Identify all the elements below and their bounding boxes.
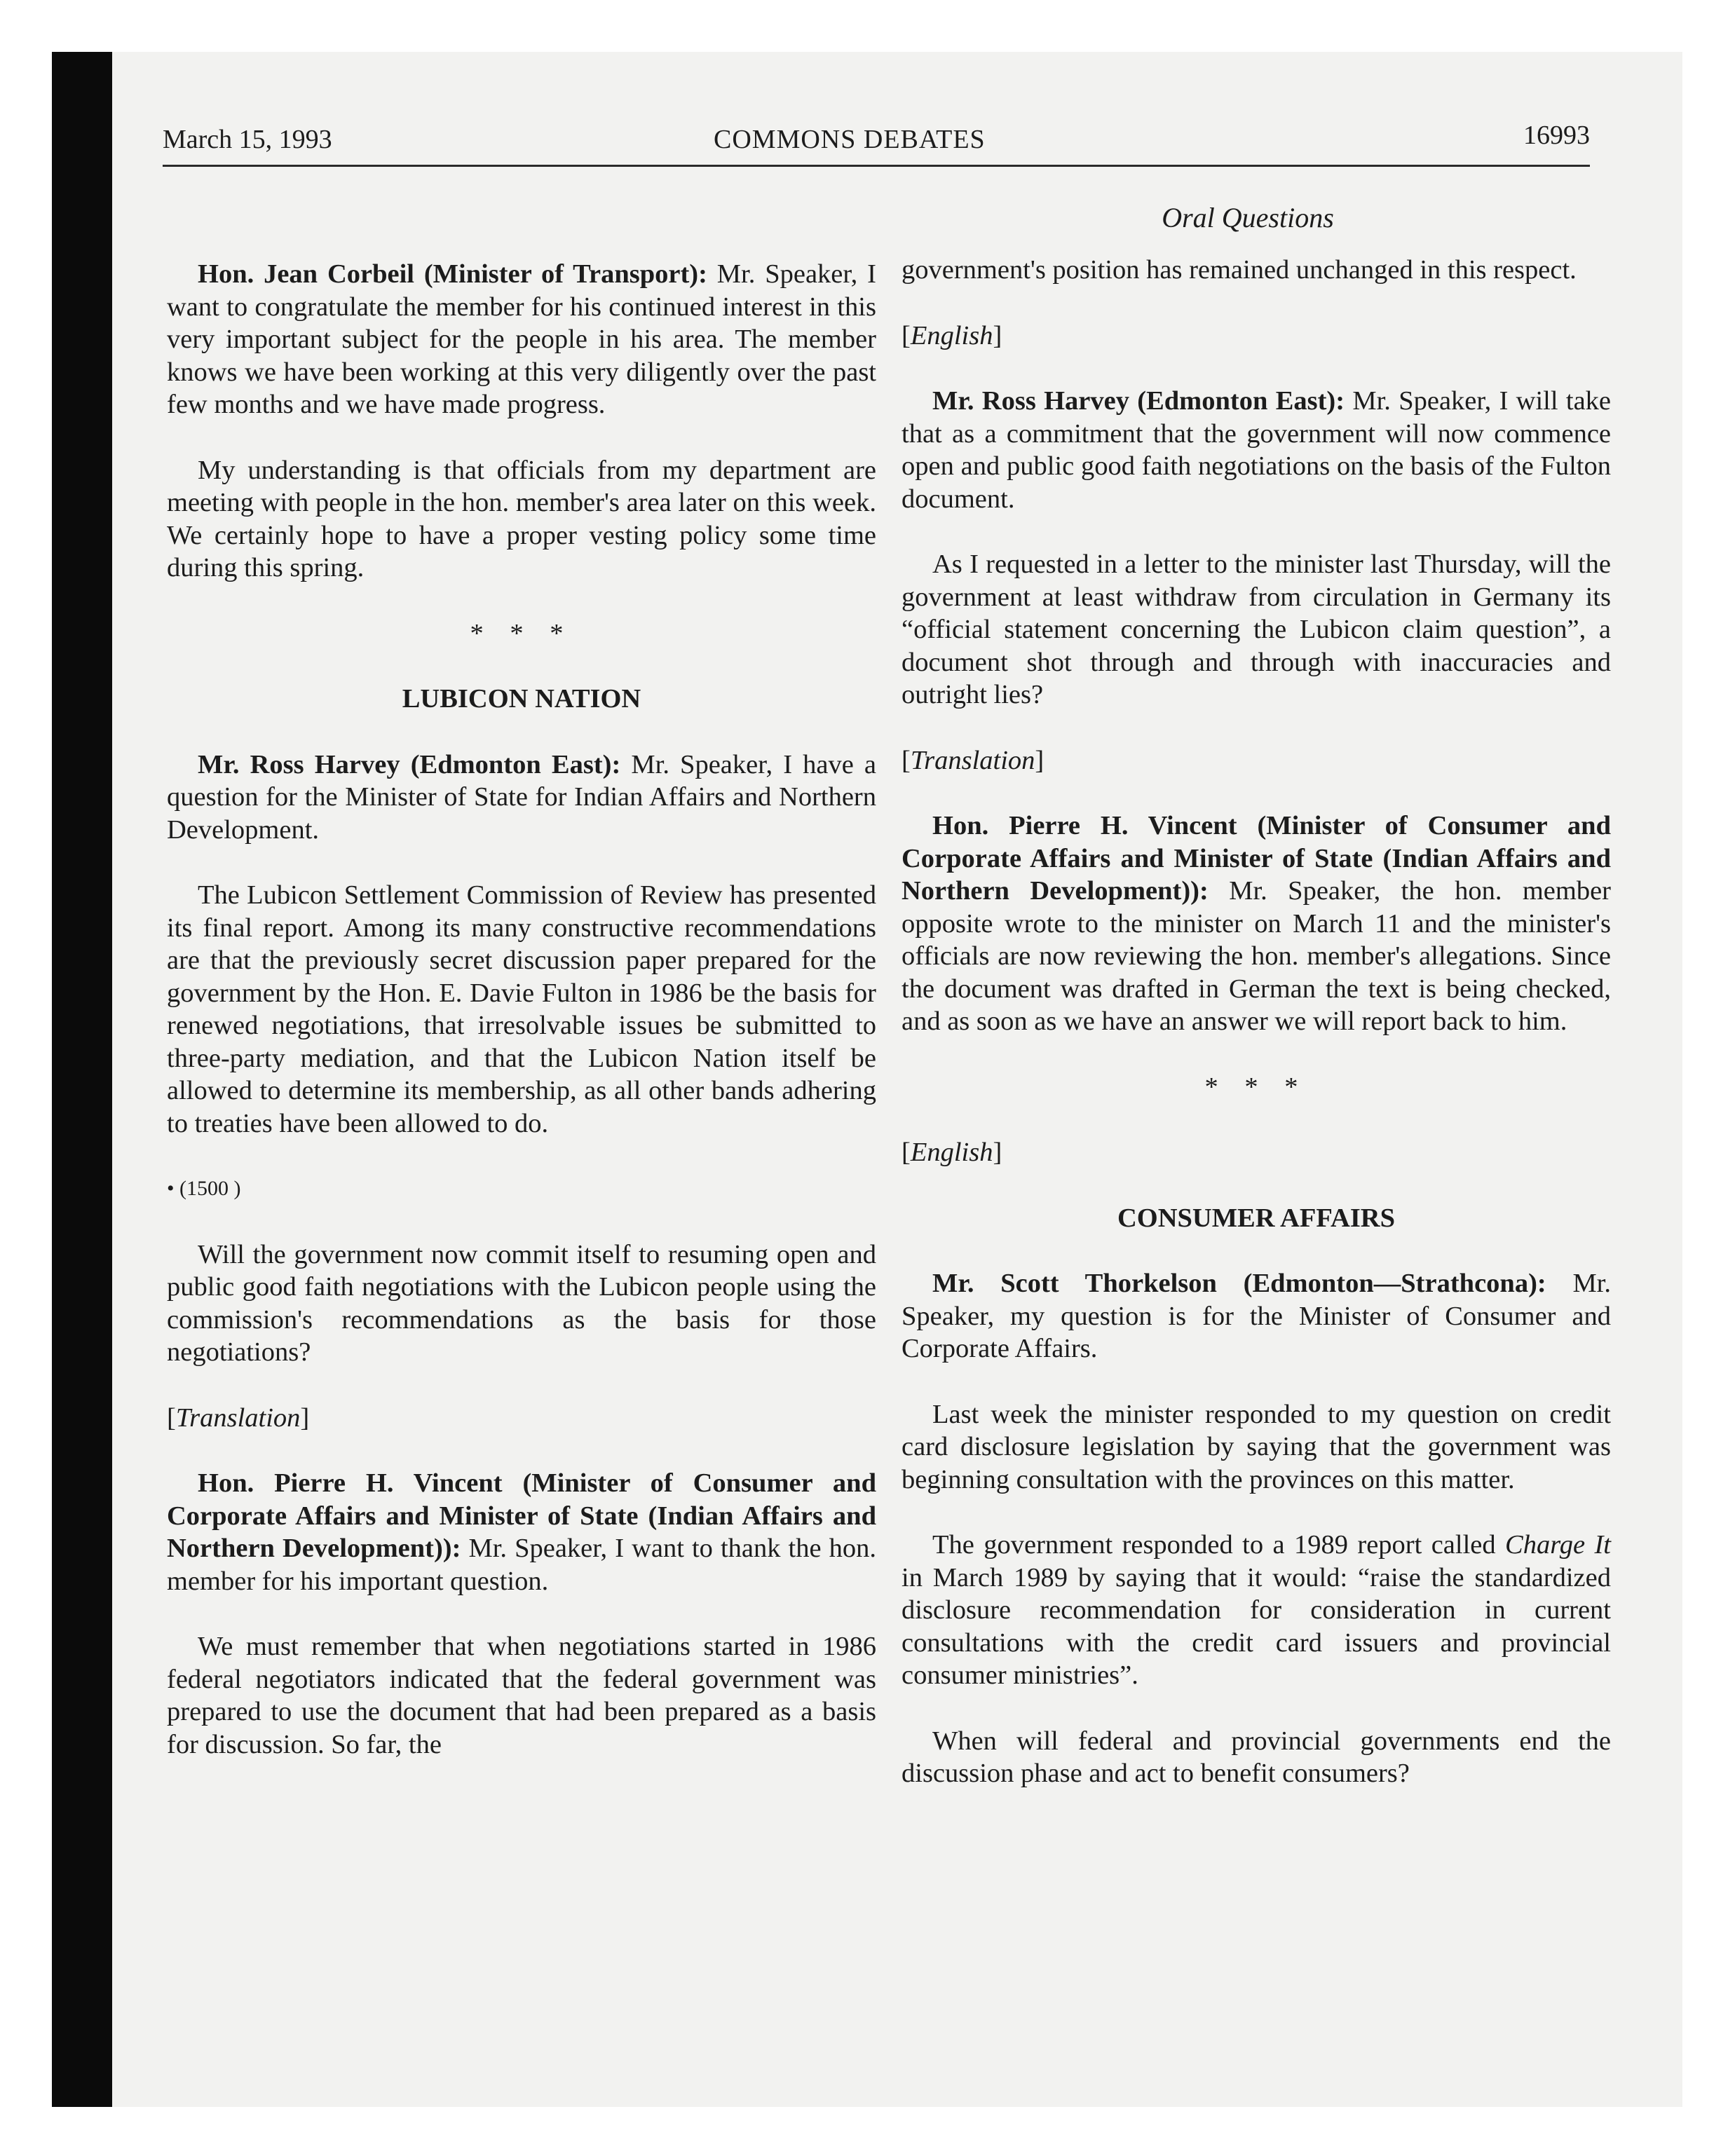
paragraph: As I requested in a letter to the minister last Thursday, will the government at least withdraw from circulation in Germany its “official statement concerning the Lubicon claim question”, a document shot through and through with inaccuracies and outright lies?	[901, 550, 1611, 709]
speaker-name: Mr. Ross Harvey (Edmonton East):	[198, 749, 621, 779]
speech-text: Mr. Speaker, I have a question for the Minister of State for Indian Affairs and Northern Development.	[167, 749, 876, 845]
language-tag-label: English	[910, 320, 993, 350]
language-tag: [English]	[901, 1138, 1002, 1167]
paragraph: The Lubicon Settlement Commission of Review has presented its final report. Among its many constructive recommendations are that the previously secret discussion paper prepared for the government by the Hon. E. Davie Fulton in 1986 be the basis for renewed negotiations, that irresolvable issues be submitted to three-party mediation, and that the Lubicon Nation itself be allowed to determine its membership, as all other bands adhering to treaties have been allowed to do.	[167, 880, 876, 1138]
speech-text: Mr. Speaker, I want to thank the hon. member for his important question.	[167, 1534, 876, 1596]
language-tag: [Translation]	[167, 1403, 310, 1433]
paragraph	[901, 1529, 1611, 1692]
column-heading: Oral Questions	[1162, 202, 1334, 233]
speaker-name: Mr. Ross Harvey (Edmonton East):	[932, 386, 1345, 416]
speaker-name: Mr. Scott Thorkelson (Edmonton—Strathcona):	[932, 1269, 1546, 1298]
language-tag-label: English	[910, 1138, 993, 1167]
paragraph: Will the government now commit itself to resuming open and public good faith negotiations with the Lubicon people using the commission's recommendations as the basis for those negotiations?	[167, 1239, 876, 1367]
paragraph: We must remember that when negotiations started in 1986 federal negotiators indicated that the federal government was prepared to use the document that had been prepared as a basis for discussion. So far, the	[167, 1632, 876, 1759]
section-separator: * * *	[1204, 1072, 1308, 1102]
header-page-number: 16993	[1523, 121, 1590, 150]
paragraph: Last week the minister responded to my question on credit card disclosure legislation by saying that the government was beginning consultation with the provinces on this matter.	[901, 1399, 1611, 1494]
paragraph	[167, 749, 876, 847]
section-title: CONSUMER AFFAIRS	[1117, 1203, 1396, 1233]
paragraph: When will federal and provincial governments end the discussion phase and act to benefit consumers?	[901, 1726, 1611, 1788]
language-tag-label: Translation	[175, 1403, 301, 1433]
speaker-name: Hon. Pierre H. Vincent (Minister of Consumer and Corporate Affairs and Minister of State (Indian Affairs and Northern Development)):	[167, 1468, 876, 1563]
speaker-name: Hon. Jean Corbeil (Minister of Transport):	[198, 259, 707, 289]
paragraph: My understanding is that officials from my department are meeting with people in the hon. member's area later on this week. We certainly hope to have a proper vesting policy some time during this spring.	[167, 455, 876, 582]
header-rule	[163, 165, 1590, 167]
language-tag: [Translation]	[901, 745, 1045, 775]
paragraph	[901, 1267, 1611, 1365]
header-date: March 15, 1993	[163, 125, 332, 154]
left-column	[167, 258, 876, 1794]
paragraph	[901, 385, 1611, 515]
speech-text: Mr. Speaker, I want to congratulate the member for his continued interest in this very important subject for the people in his area. The member knows we have been working at this very diligently over the past few months and we have made progress.	[167, 259, 876, 419]
speech-text: in March 1989 by saying that it would: “raise the standardized disclosure recommendation for consideration in current consultations with the credit card issuers and provincial consumer ministries”.	[901, 1562, 1611, 1690]
language-tag: [English]	[901, 320, 1002, 350]
scan-edge-shadow	[52, 52, 112, 2107]
section-title: LUBICON NATION	[402, 684, 641, 714]
right-column	[901, 254, 1611, 1823]
time-marker: • (1500 )	[167, 1177, 241, 1200]
speaker-name: Hon. Pierre H. Vincent (Minister of Consumer and Corporate Affairs and Minister of State (Indian Affairs and Northern Development)):	[901, 811, 1611, 906]
speech-text: The government responded to a 1989 report called	[932, 1530, 1506, 1560]
report-title: Charge It	[1505, 1530, 1612, 1560]
speech-text: Mr. Speaker, my question is for the Minister of Consumer and Corporate Affairs.	[901, 1269, 1611, 1363]
paragraph	[167, 1467, 876, 1597]
language-tag-label: Translation	[910, 745, 1035, 775]
paragraph	[167, 258, 876, 421]
paragraph: government's position has remained unchanged in this respect.	[901, 255, 1577, 285]
speech-text: Mr. Speaker, the hon. member opposite wrote to the minister on March 11 and the minister's officials are now reviewing the hon. member's allegations. Since the document was drafted in German the text is being checked, and as soon as we have an answer we will report back to him.	[901, 876, 1612, 1036]
header-title: COMMONS DEBATES	[714, 125, 986, 154]
speech-text: Mr. Speaker, I will take that as a commitment that the government will now commence open and public good faith negotiations on the basis of the Fulton document.	[901, 386, 1611, 514]
paragraph	[901, 810, 1611, 1038]
section-separator: * * *	[470, 618, 573, 648]
